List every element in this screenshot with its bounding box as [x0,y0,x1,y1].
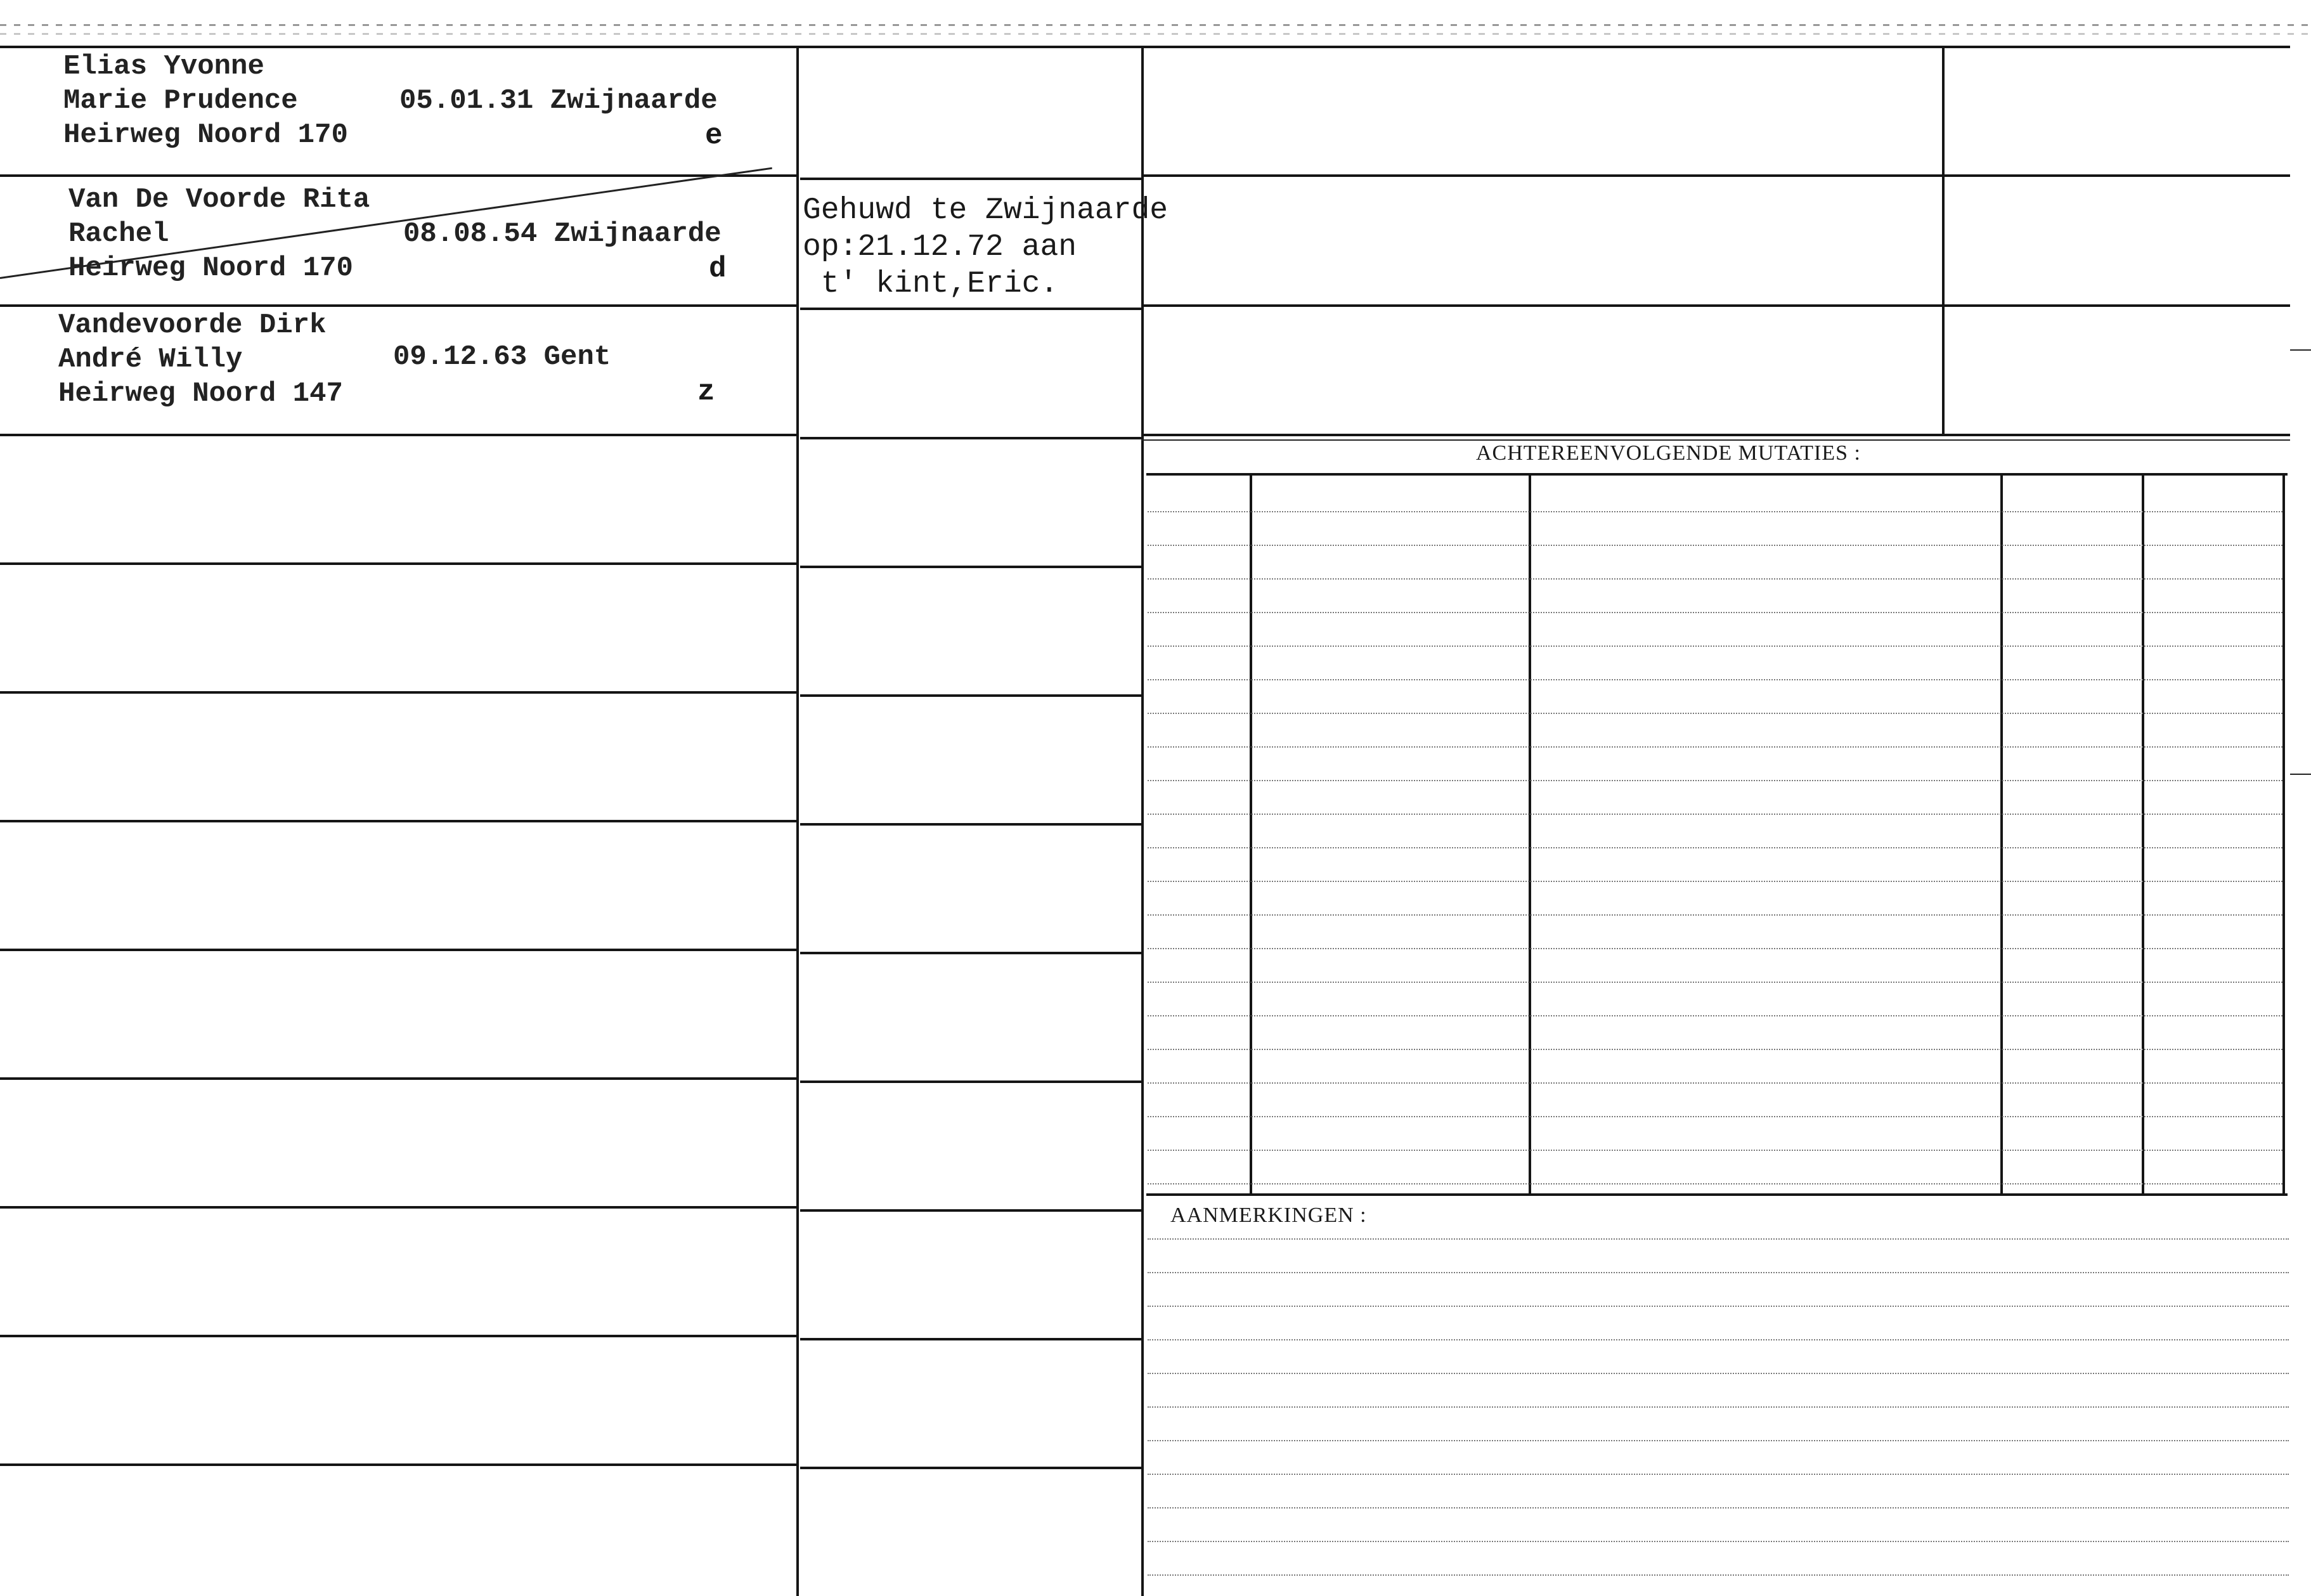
row-rule-middle [800,1338,1141,1340]
mutations-row-line [1148,1049,2282,1050]
row-rule-middle [800,566,1141,568]
entry-address: Heirweg Noord 170 [68,252,353,284]
note-line-1: Gehuwd te Zwijnaarde [803,193,1168,228]
row-rule-left [0,820,796,822]
column-divider-1 [796,46,799,1596]
mutations-row-line [1148,1116,2282,1117]
row-rule-middle [800,952,1141,954]
remarks-row-line [1148,1373,2289,1374]
top-border [0,46,2290,48]
entry-name: Vandevoorde Dirk [58,309,327,341]
row-rule-middle [800,823,1141,826]
column-divider-3 [1942,46,1945,434]
mutations-bottom-rule [1146,1193,2288,1196]
edge-tick-1 [2290,349,2311,351]
mutations-row-line [1148,1183,2282,1184]
header-scan-noise-2 [0,33,2311,35]
edge-tick-2 [2290,774,2311,775]
entry-address: Heirweg Noord 170 [63,119,348,151]
row-rule-left [0,1463,796,1466]
mutations-title: ACHTEREENVOLGENDE MUTATIES : [1476,441,1861,465]
entry-marker: e [705,119,723,152]
row-rule-left [0,562,796,565]
entry-address: Heirweg Noord 147 [58,378,343,410]
mutations-row-line [1148,612,2282,613]
right-rule-3 [1141,434,2290,436]
row-rule-left [0,434,796,436]
remarks-row-line [1148,1306,2289,1307]
row-rule-left [0,1335,796,1337]
entry-marker: z [697,375,715,408]
row-rule-left [0,304,796,307]
row-rule-left [0,1206,796,1209]
row-rule-middle [800,437,1141,439]
mutations-row-line [1148,881,2282,882]
mutations-col-2 [1529,474,1531,1193]
mutations-row-line [1148,847,2282,848]
remarks-row-line [1148,1507,2289,1508]
remarks-row-line [1148,1474,2289,1475]
remarks-row-line [1148,1272,2289,1273]
mutations-col-1 [1250,474,1252,1193]
entry-given-names: Marie Prudence [63,85,298,117]
remarks-row-line [1148,1238,2289,1240]
entry-name: Elias Yvonne [63,51,264,82]
mutations-top-rule [1146,473,2288,476]
mutations-row-line [1148,948,2282,949]
remarks-row-line [1148,1541,2289,1542]
mutations-row-line [1148,578,2282,580]
row-rule-middle [800,1209,1141,1212]
header-scan-noise [0,24,2311,26]
note-line-3: t' kint,Eric. [803,267,1059,301]
mutations-col-4 [2142,474,2144,1193]
mutations-row-line [1148,545,2282,546]
entry-given-names: André Willy [58,344,243,375]
mutations-right-edge [2282,474,2285,1193]
mutations-row-line [1148,914,2282,916]
entry-name: Van De Voorde Rita [68,184,370,216]
row-rule-left [0,174,796,177]
remarks-row-line [1148,1440,2289,1441]
row-rule-middle [800,1467,1141,1469]
right-rule-1 [1141,174,2290,177]
mutations-row-line [1148,814,2282,815]
right-rule-2 [1141,304,2290,307]
entry-birth: 09.12.63 Gent [393,341,611,373]
remarks-title: AANMERKINGEN : [1170,1203,1367,1227]
note-line-2: op:21.12.72 aan [803,230,1077,264]
row-rule-middle [800,178,1141,180]
mutations-col-3 [2000,474,2003,1193]
mutations-row-line [1148,1015,2282,1016]
row-rule-middle [800,1080,1141,1083]
row-rule-left [0,1077,796,1080]
row-rule-left [0,691,796,694]
row-rule-middle [800,308,1141,310]
mutations-row-line [1148,1150,2282,1151]
entry-given-names: Rachel [68,218,169,250]
mutations-row-line [1148,713,2282,714]
remarks-row-line [1148,1406,2289,1408]
remarks-row-line [1148,1339,2289,1340]
mutations-row-line [1148,679,2282,680]
mutations-row-line [1148,646,2282,647]
column-divider-2 [1141,46,1144,1596]
row-rule-middle [800,694,1141,697]
row-rule-left [0,949,796,951]
mutations-row-line [1148,511,2282,512]
entry-birth: 05.01.31 Zwijnaarde [399,85,718,117]
remarks-row-line [1148,1574,2289,1576]
mutations-row-line [1148,780,2282,781]
mutations-row-line [1148,982,2282,983]
right-rule-4 [1141,439,2290,441]
mutations-row-line [1148,746,2282,748]
entry-marker: d [709,252,727,285]
entry-birth: 08.08.54 Zwijnaarde [403,218,722,250]
mutations-row-line [1148,1082,2282,1084]
